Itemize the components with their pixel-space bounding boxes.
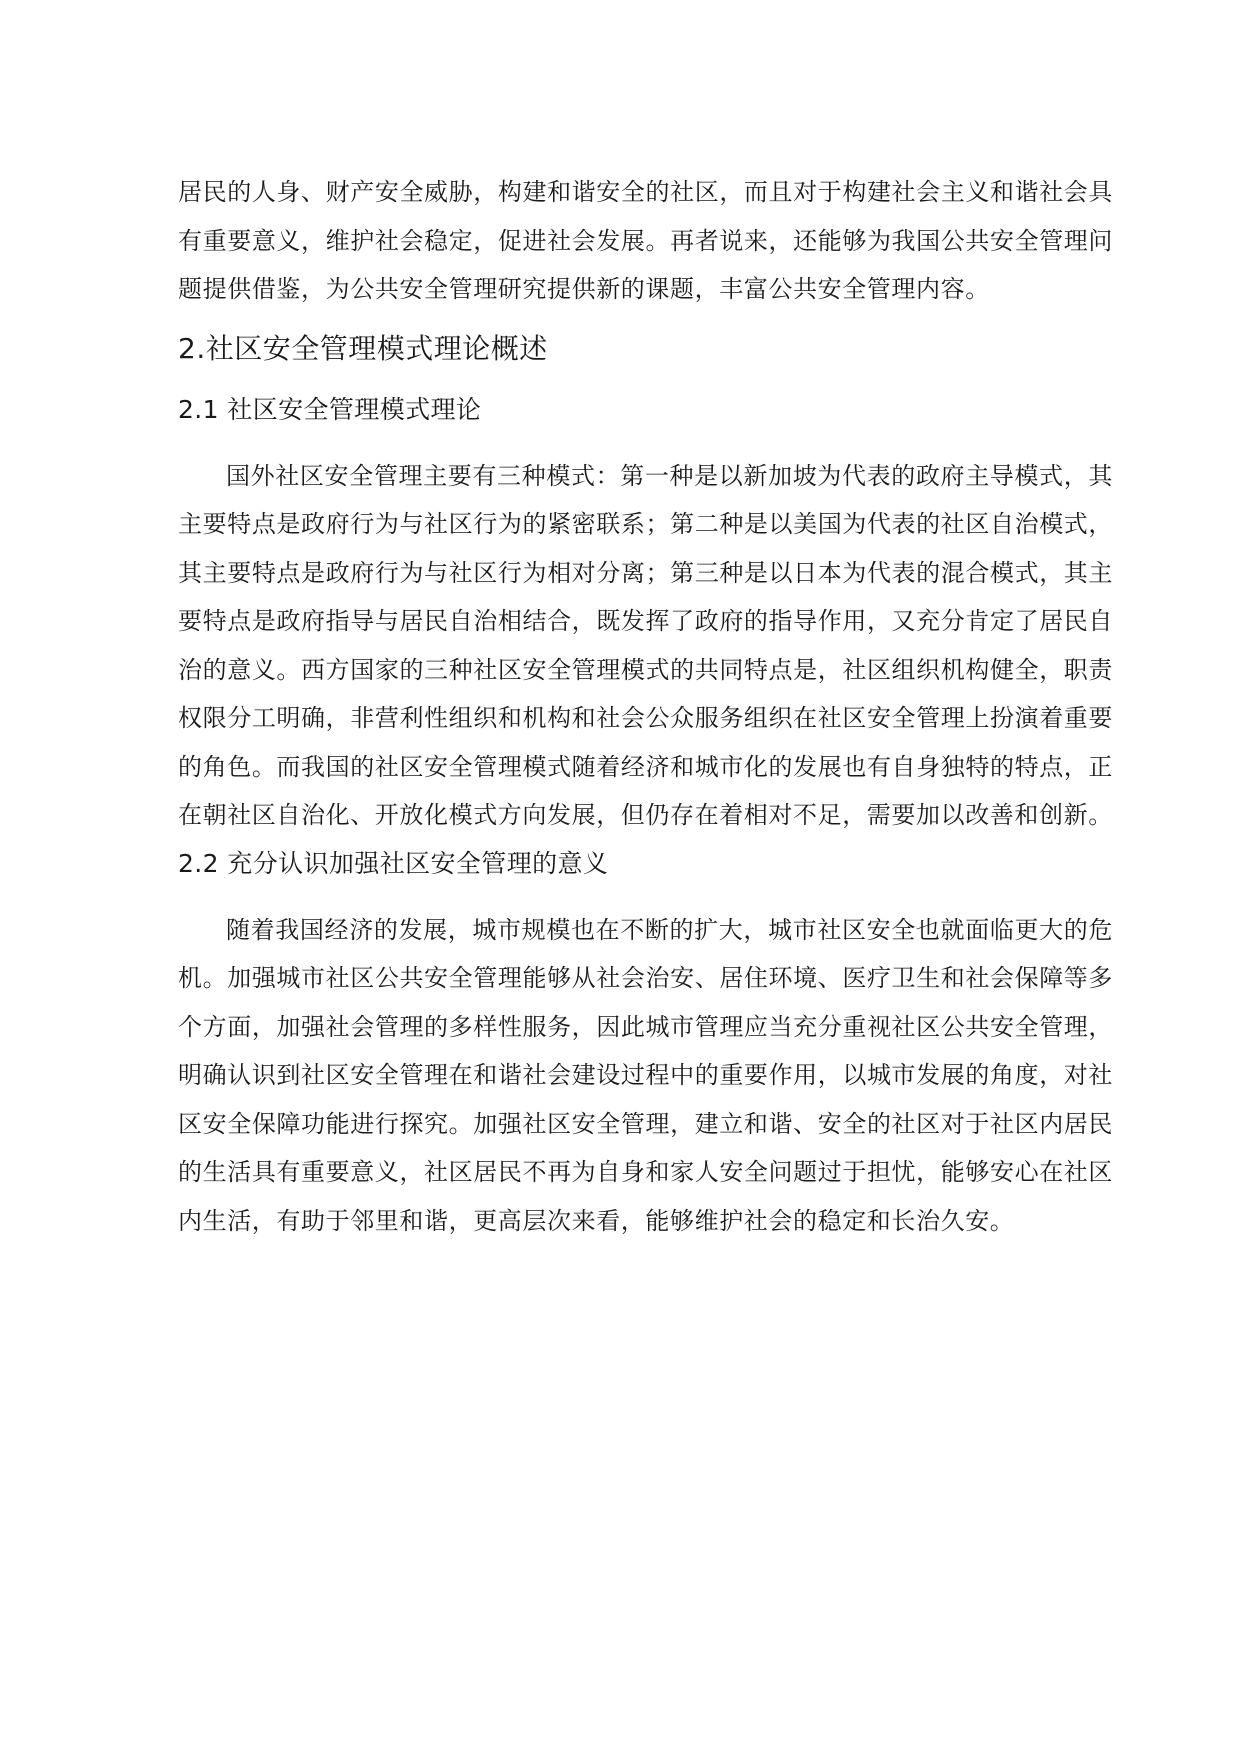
subsection-paragraph-2-1: 国外社区安全管理主要有三种模式：第一种是以新加坡为代表的政府主导模式，其主要特点是政府行为与社区行为的紧密联系；第二种是以美国为代表的社区自治模式，其主要特点是政府行为与社区行为相对分离；第三种是以日本为代表的混合模式，其主要特点是政府指导与居民自治相结合，既发挥了政府的指导作用，又充分肯定了居民自治的意义。西方国家的三种社区安全管理模式的共同特点是，社区组织机构健全，职责权限分工明确，非营利性组织和机构和社会公众服务组织在社区安全管理上扮演着重要的角色。而我国的社区安全管理模式随着经济和城市化的发展也有自身独特的特点，正在朝社区自治化、开放化模式方向发展，但仍存在着相对不足，需要加以改善和创新。 — [178, 461, 1113, 829]
intro-paragraph: 居民的人身、财产安全威胁，构建和谐安全的社区，而且对于构建社会主义和谐社会具有重要意义，维护社会稳定，促进社会发展。再者说来，还能够为我国公共安全管理问题提供借鉴，为公共安全管理研究提供新的课题，丰富公共安全管理内容。 — [178, 178, 1113, 303]
spacer — [178, 314, 1113, 332]
spacer — [178, 426, 1113, 452]
spacer — [178, 366, 1113, 394]
spacer — [178, 880, 1113, 906]
subsection-heading-2-2: 2.2 充分认识加强社区安全管理的意义 — [178, 848, 609, 878]
page-content — [178, 168, 1113, 1245]
section-heading-2: 2.社区安全管理模式理论概述 — [178, 331, 548, 365]
subsection-heading-2-1: 2.1 社区安全管理模式理论 — [178, 394, 482, 424]
spacer — [178, 840, 1113, 848]
subsection-paragraph-2-2: 随着我国经济的发展，城市规模也在不断的扩大，城市社区安全也就面临更大的危机。加强城市社区公共安全管理能够从社会治安、居住环境、医疗卫生和社会保障等多个方面，加强社会管理的多样性服务，因此城市管理应当充分重视社区公共安全管理，明确认识到社区安全管理在和谐社会建设过程中的重要作用，以城市发展的角度，对社区安全保障功能进行探究。加强社区安全管理，建立和谐、安全的社区对于社区内居民的生活具有重要意义，社区居民不再为自身和家人安全问题过于担忧，能够安心在社区内生活，有助于邻里和谐，更高层次来看，能够维护社会的稳定和长治久安。 — [178, 915, 1113, 1235]
